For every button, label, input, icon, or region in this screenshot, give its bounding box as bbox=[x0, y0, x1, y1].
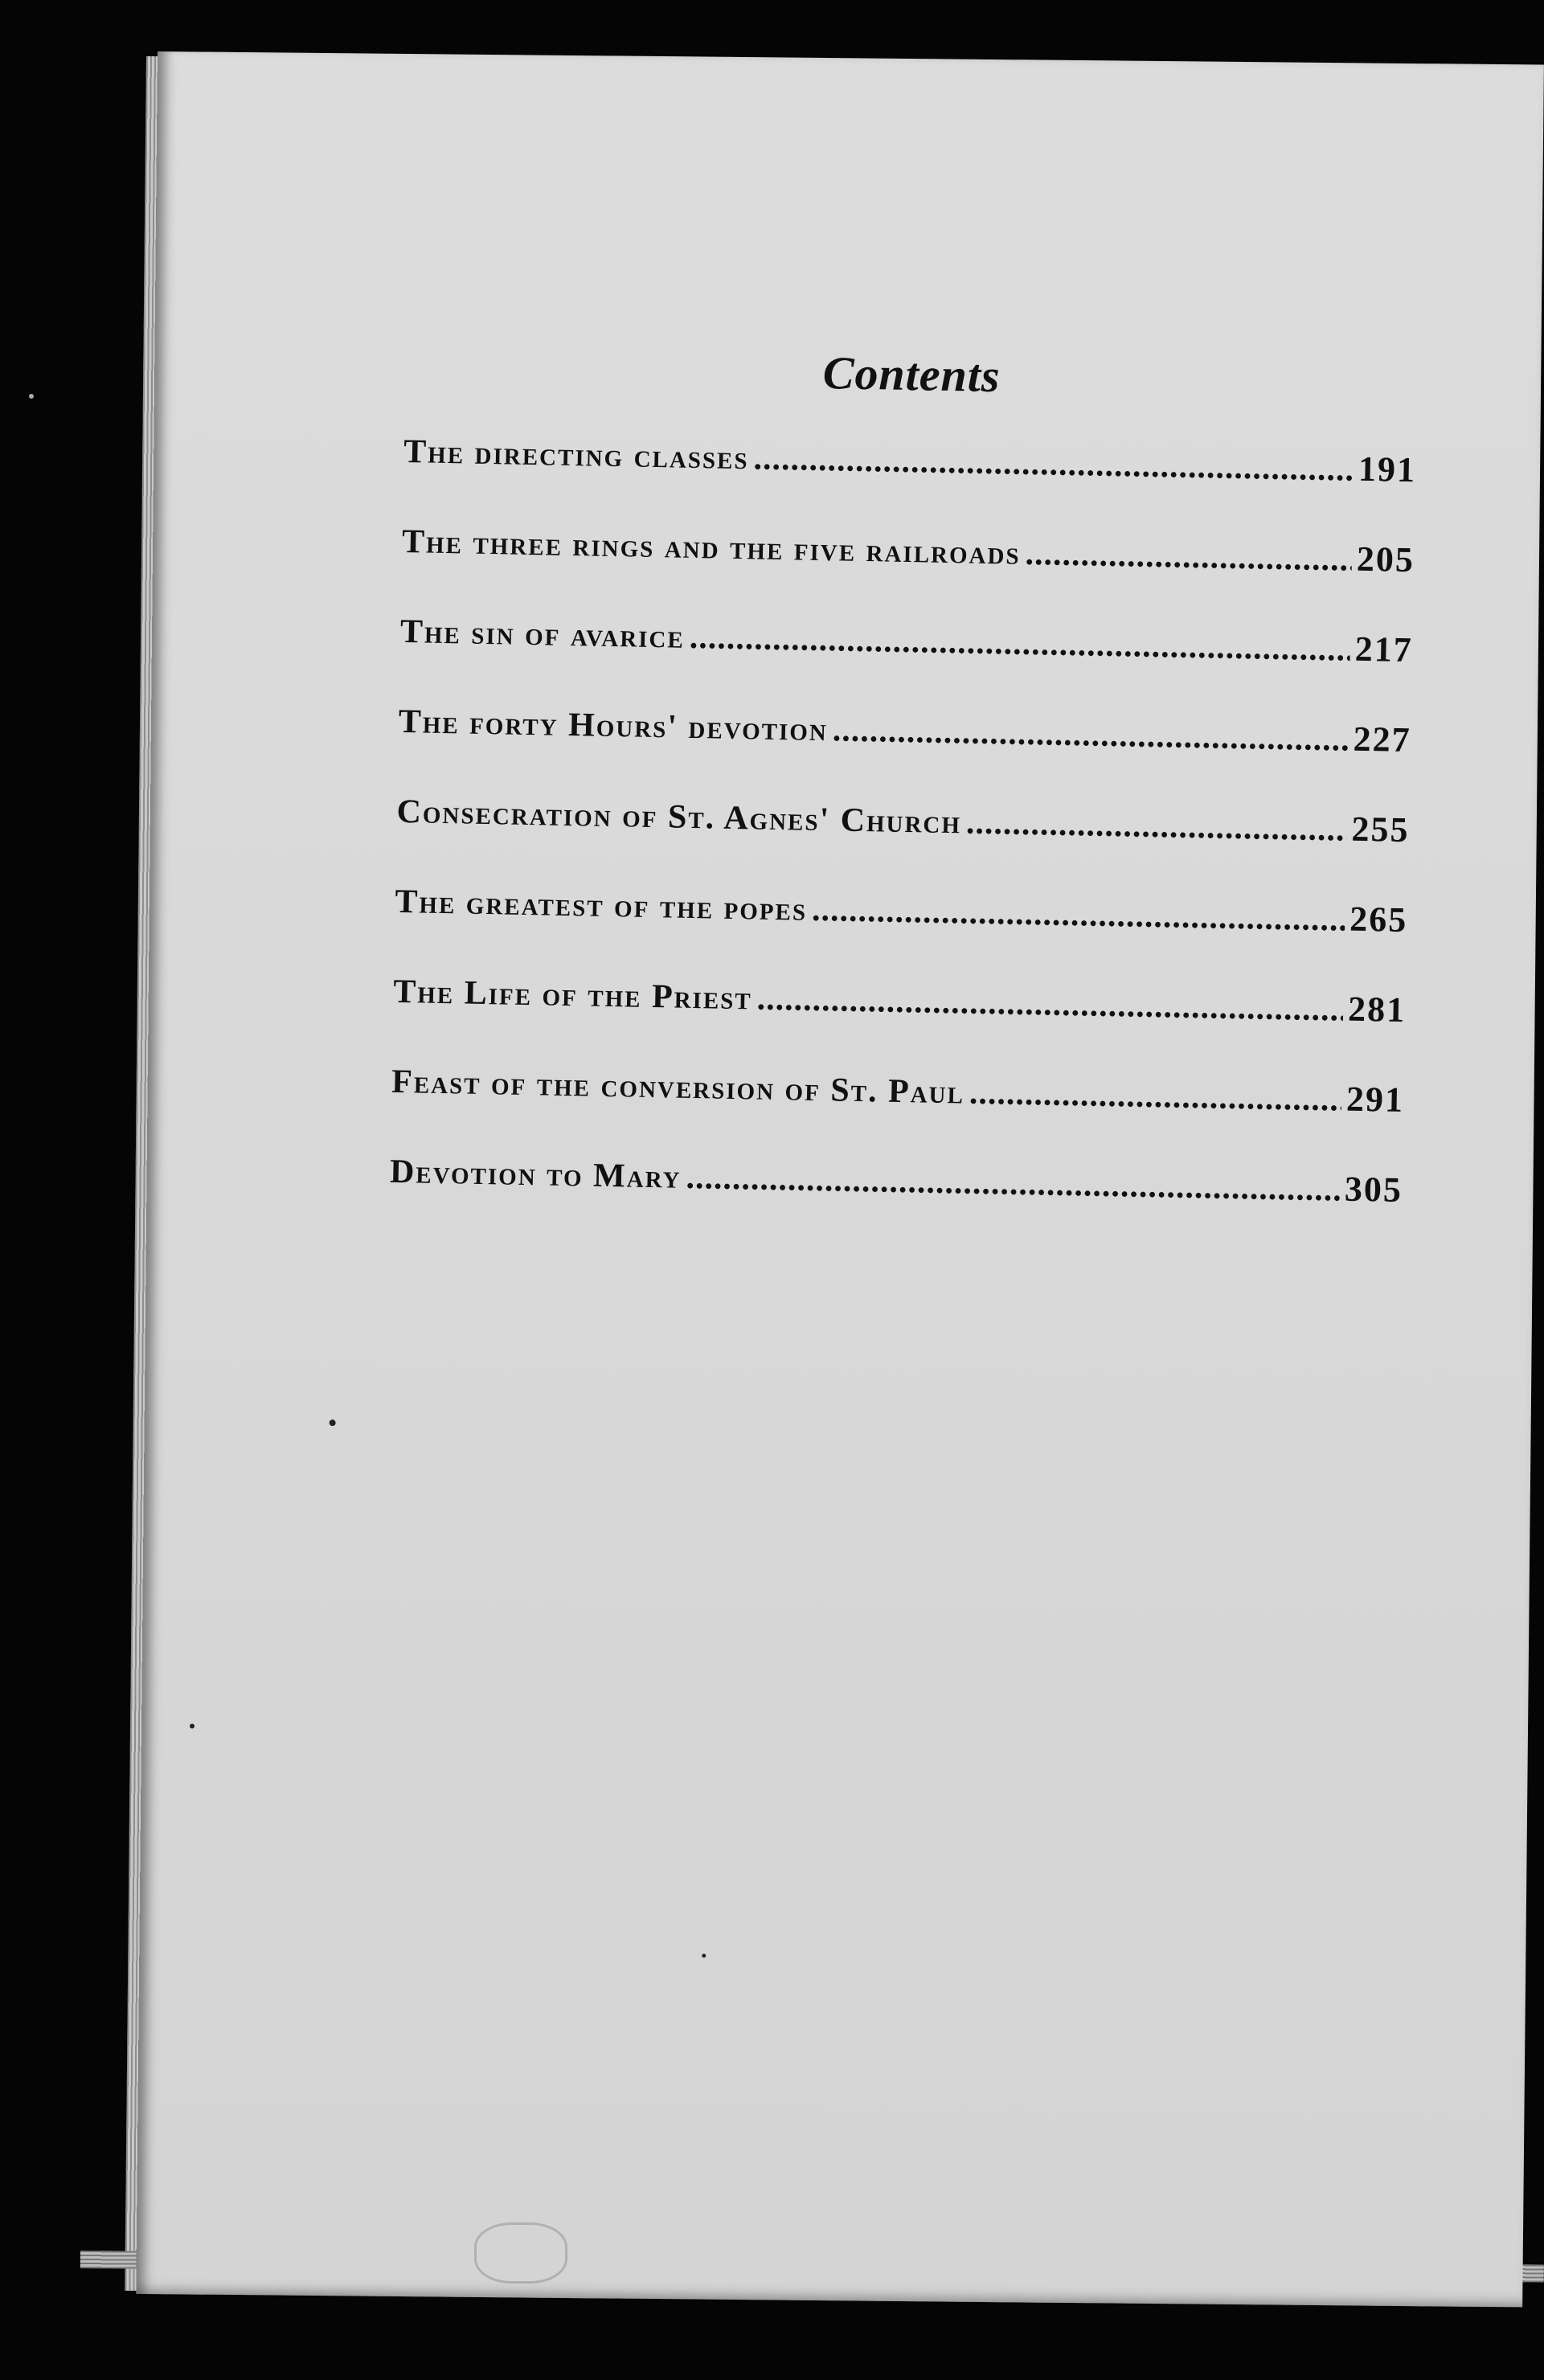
dot-leader bbox=[966, 803, 1347, 849]
faint-stamp-mark bbox=[474, 2222, 567, 2284]
dot-leader bbox=[686, 1158, 1340, 1210]
toc-entry-title: The forty Hours' devotion bbox=[398, 703, 829, 749]
dot-leader bbox=[812, 891, 1345, 940]
toc-page-number: 265 bbox=[1349, 899, 1408, 940]
toc-entry-title: The sin of avarice bbox=[399, 612, 686, 656]
toc-entry-title: The greatest of the popes bbox=[395, 883, 808, 928]
toc-page-number: 255 bbox=[1351, 809, 1410, 850]
dot-leader bbox=[753, 439, 1354, 489]
toc-entry-title: The Life of the Priest bbox=[392, 973, 753, 1018]
dot-leader bbox=[832, 711, 1349, 759]
dot-leader bbox=[969, 1074, 1342, 1120]
dot-leader bbox=[689, 618, 1350, 670]
dot-leader bbox=[756, 980, 1343, 1030]
ink-speck bbox=[702, 1954, 706, 1958]
dot-leader bbox=[1025, 535, 1352, 580]
contents-heading: Contents bbox=[822, 346, 1001, 403]
ink-speck bbox=[190, 1723, 195, 1728]
toc-page-number: 281 bbox=[1347, 989, 1407, 1030]
toc-entry-title: The directing classes bbox=[403, 432, 750, 477]
toc-entry-title: Devotion to Mary bbox=[389, 1153, 682, 1196]
toc-list bbox=[388, 430, 1416, 1260]
ink-speck bbox=[330, 1419, 336, 1426]
toc-entry-title: The three rings and the five railroads bbox=[401, 522, 1022, 572]
toc-page-number: 217 bbox=[1354, 629, 1414, 670]
toc-page-number: 191 bbox=[1358, 449, 1417, 490]
toc-entry-title: Consecration of St. Agnes' Church bbox=[396, 793, 962, 842]
toc-page-number: 205 bbox=[1356, 539, 1415, 580]
toc-page-number: 227 bbox=[1353, 719, 1412, 760]
table-of-contents bbox=[388, 338, 1418, 1260]
toc-page-number: 305 bbox=[1344, 1169, 1403, 1210]
toc-entry-title: Feast of the conversion of St. Paul bbox=[391, 1063, 965, 1112]
toc-page-number: 291 bbox=[1345, 1079, 1405, 1120]
ink-speck bbox=[29, 394, 34, 399]
